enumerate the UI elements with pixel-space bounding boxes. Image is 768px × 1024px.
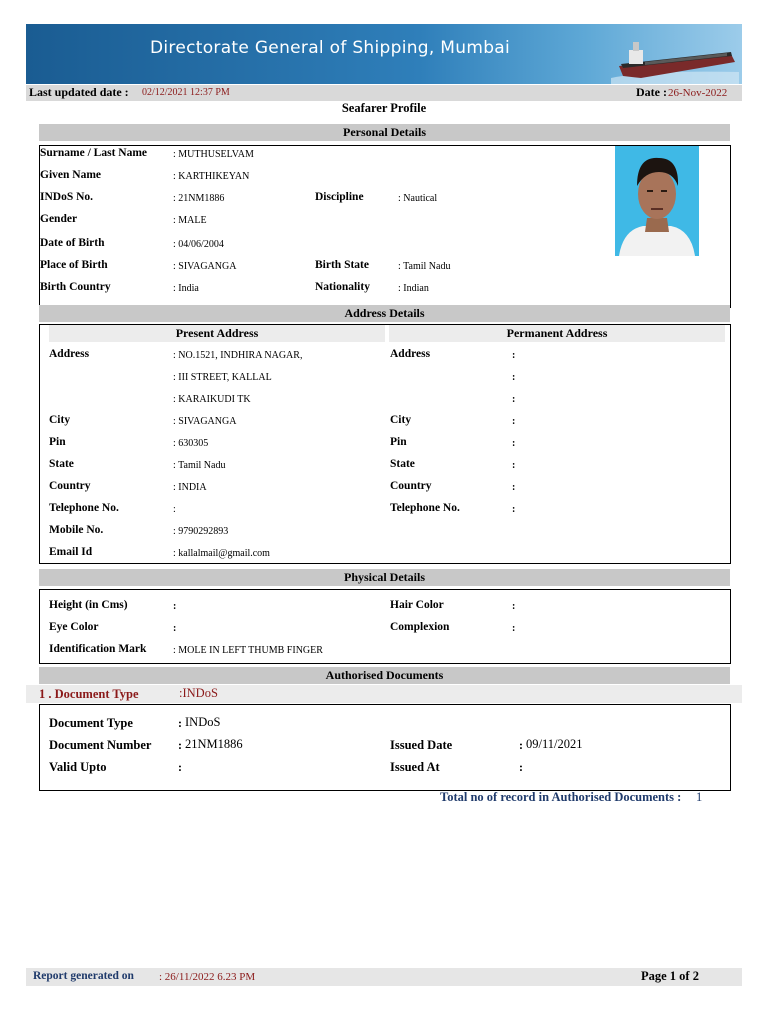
document-number-value: 21NM1886 bbox=[185, 737, 243, 751]
hair-color-label: Hair Color bbox=[390, 599, 444, 611]
permanent-city-value: : bbox=[512, 416, 516, 427]
permanent-state-label: State bbox=[390, 458, 415, 470]
present-city-value: : SIVAGANGA bbox=[173, 416, 237, 427]
last-updated-value: 02/12/2021 12:37 PM bbox=[142, 87, 230, 98]
height-label: Height (in Cms) bbox=[49, 599, 128, 611]
report-generated-value: : 26/11/2022 6.23 PM bbox=[159, 971, 256, 983]
pob-value: : SIVAGANGA bbox=[173, 261, 237, 272]
present-state-label: State bbox=[49, 458, 74, 470]
present-address-line1: : NO.1521, INDHIRA NAGAR, bbox=[173, 350, 303, 361]
present-mobile-label: Mobile No. bbox=[49, 524, 104, 536]
banner-title: Directorate General of Shipping, Mumbai bbox=[150, 38, 511, 58]
present-city-label: City bbox=[49, 414, 71, 426]
present-email-label: Email Id bbox=[49, 546, 93, 558]
hair-color-value: : bbox=[512, 601, 516, 612]
physical-details-header: Physical Details bbox=[39, 569, 730, 586]
identification-mark-value: : MOLE IN LEFT THUMB FINGER bbox=[173, 645, 323, 656]
date-value: 26-Nov-2022 bbox=[668, 87, 728, 99]
issued-at-colon: : bbox=[519, 760, 523, 774]
present-telephone-label: Telephone No. bbox=[49, 502, 119, 514]
height-value: : bbox=[173, 601, 177, 612]
dob-label: Date of Birth bbox=[40, 237, 105, 249]
permanent-state-value: : bbox=[512, 460, 516, 471]
document-number-label: Document Number bbox=[49, 738, 152, 752]
present-address-line2: : III STREET, KALLAL bbox=[173, 372, 272, 383]
given-name-label: Given Name bbox=[40, 169, 102, 181]
header-banner bbox=[26, 24, 742, 84]
report-generated-label: Report generated on bbox=[33, 970, 134, 982]
profile-photo bbox=[615, 146, 699, 256]
total-records-label: Total no of record in Authorised Documents : bbox=[440, 790, 682, 804]
given-name-value: : KARTHIKEYAN bbox=[173, 171, 250, 182]
document-number-colon: : bbox=[178, 738, 182, 752]
present-address-line3: : KARAIKUDI TK bbox=[173, 394, 251, 405]
permanent-address-line3: : bbox=[512, 394, 516, 405]
permanent-address-label: Address bbox=[390, 348, 431, 360]
present-state-value: : Tamil Nadu bbox=[173, 460, 226, 471]
surname-label: Surname / Last Name bbox=[40, 147, 148, 159]
address-details-box bbox=[39, 324, 731, 564]
total-records-value: 1 bbox=[696, 790, 703, 804]
permanent-country-value: : bbox=[512, 482, 516, 493]
present-pin-value: : 630305 bbox=[173, 438, 209, 449]
address-details-header: Address Details bbox=[39, 305, 730, 322]
document-type-value: INDoS bbox=[185, 715, 221, 729]
info-bar bbox=[26, 85, 742, 101]
document-item-heading: 1 . Document Type bbox=[39, 687, 139, 701]
last-updated-label: Last updated date : bbox=[29, 85, 129, 99]
indos-label: INDoS No. bbox=[40, 191, 94, 203]
birth-state-label: Birth State bbox=[315, 259, 369, 271]
permanent-pin-value: : bbox=[512, 438, 516, 449]
issued-date-value: 09/11/2021 bbox=[526, 737, 583, 751]
permanent-address-line1: : bbox=[512, 350, 516, 361]
page-title: Seafarer Profile bbox=[341, 101, 427, 115]
permanent-country-label: Country bbox=[390, 480, 432, 492]
date-label: Date : bbox=[636, 85, 667, 99]
identification-mark-label: Identification Mark bbox=[49, 643, 147, 655]
nationality-label: Nationality bbox=[315, 281, 370, 293]
eye-color-label: Eye Color bbox=[49, 621, 99, 633]
permanent-city-label: City bbox=[390, 414, 412, 426]
present-address-label: Address bbox=[49, 348, 90, 360]
birth-country-label: Birth Country bbox=[40, 281, 111, 293]
issued-date-colon: : bbox=[519, 738, 523, 752]
surname-value: : MUTHUSELVAM bbox=[173, 149, 254, 160]
gender-value: : MALE bbox=[173, 215, 207, 226]
present-email-value: : kallalmail@gmail.com bbox=[173, 548, 270, 559]
ship-icon bbox=[611, 28, 739, 84]
birth-state-value: : Tamil Nadu bbox=[398, 261, 451, 272]
present-country-value: : INDIA bbox=[173, 482, 207, 493]
present-address-header: Present Address bbox=[49, 325, 385, 342]
page-number: Page 1 of 2 bbox=[641, 969, 699, 983]
present-mobile-value: : 9790292893 bbox=[173, 526, 229, 537]
document-item-heading-value: :INDoS bbox=[179, 686, 218, 700]
dob-value: : 04/06/2004 bbox=[173, 239, 224, 250]
eye-color-value: : bbox=[173, 623, 177, 634]
present-country-label: Country bbox=[49, 480, 91, 492]
issued-date-label: Issued Date bbox=[390, 738, 453, 752]
personal-details-header: Personal Details bbox=[39, 124, 730, 141]
gender-label: Gender bbox=[40, 213, 78, 225]
present-pin-label: Pin bbox=[49, 436, 66, 448]
document-type-colon: : bbox=[178, 716, 182, 730]
birth-country-value: : India bbox=[173, 283, 199, 294]
valid-upto-colon: : bbox=[178, 760, 182, 774]
permanent-pin-label: Pin bbox=[390, 436, 407, 448]
permanent-telephone-label: Telephone No. bbox=[390, 502, 460, 514]
discipline-value: : Nautical bbox=[398, 193, 438, 204]
nationality-value: : Indian bbox=[398, 283, 429, 294]
indos-value: : 21NM1886 bbox=[173, 193, 225, 204]
present-telephone-value: : bbox=[173, 504, 176, 515]
document-type-label: Document Type bbox=[49, 716, 133, 730]
issued-at-label: Issued At bbox=[390, 760, 440, 774]
permanent-address-line2: : bbox=[512, 372, 516, 383]
discipline-label: Discipline bbox=[315, 191, 364, 203]
authorised-documents-header: Authorised Documents bbox=[39, 667, 730, 684]
permanent-telephone-value: : bbox=[512, 504, 516, 515]
complexion-value: : bbox=[512, 623, 516, 634]
permanent-address-header: Permanent Address bbox=[389, 325, 725, 342]
complexion-label: Complexion bbox=[390, 621, 450, 633]
valid-upto-label: Valid Upto bbox=[49, 760, 107, 774]
pob-label: Place of Birth bbox=[40, 259, 108, 271]
